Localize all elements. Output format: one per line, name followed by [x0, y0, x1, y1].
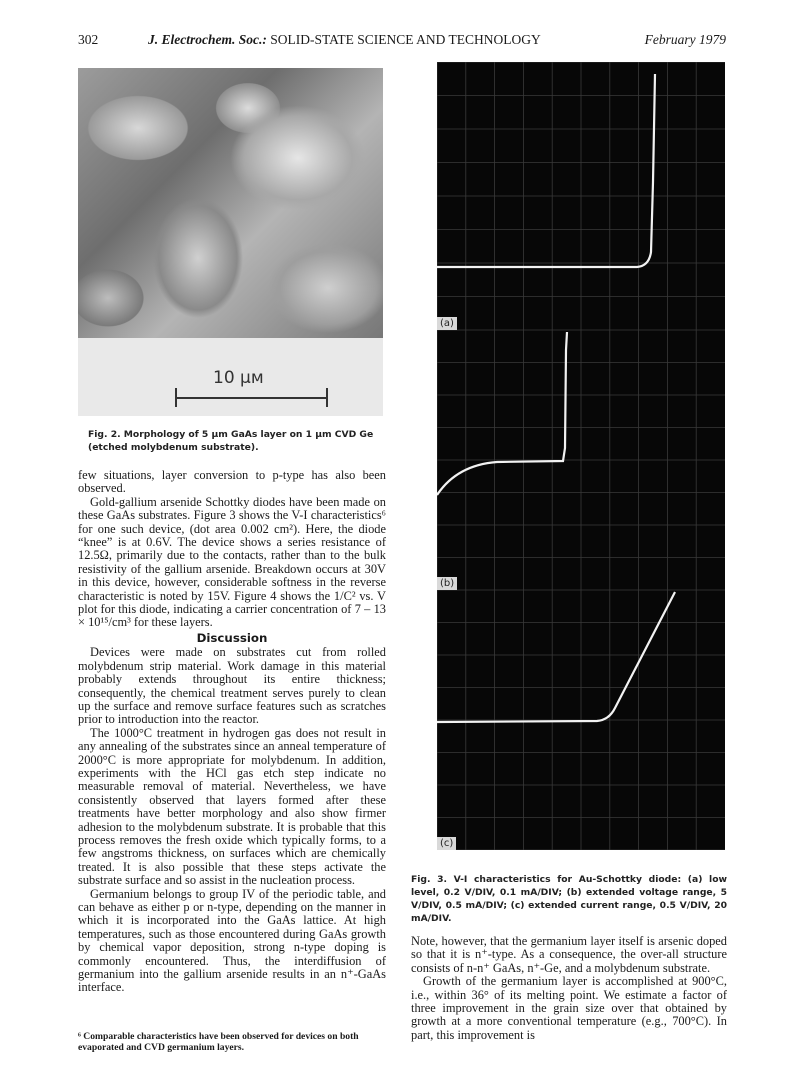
scale-bar-tick-left	[175, 388, 177, 407]
trace-a	[437, 74, 655, 267]
journal-section: SOLID-STATE SCIENCE AND TECHNOLOGY	[266, 32, 541, 47]
paragraph: Devices were made on substrates cut from rolled molybdenum strip material. Work damage in this material probably extends throughout its entire thickness; consequently, the chemical treatment serves purely to clean up the surface and remove surface features such as scratches prior to introduction into the reactor.	[78, 645, 386, 727]
scale-bar-tick-right	[326, 388, 328, 407]
section-heading: Discussion	[196, 630, 268, 645]
right-column	[411, 935, 727, 1042]
paragraph: Note, however, that the germanium layer itself is arsenic doped so that it is n⁺-type. As a consequence, the over-all structure consists of n-n⁺ GaAs, n⁺-Ge, and a molybdenum substrate.	[411, 934, 727, 975]
oscillogram-a	[437, 62, 725, 330]
trace-c	[437, 592, 675, 722]
issue-date: February 1979	[644, 32, 726, 47]
oscillogram-c-plot	[437, 590, 725, 850]
sem-micrograph	[78, 68, 383, 338]
running-header	[78, 32, 726, 50]
fig3-caption: Fig. 3. V-I characteristics for Au-Schottky diode: (a) low level, 0.2 V/DIV, 0.1 mA/DIV; (b) extended voltage range, 5 V/DIV, 0.5 mA/DIV; (c) extended current range, 0.5 V/DIV, 20 mA/DIV.	[411, 874, 727, 924]
fig2-caption: Fig. 2. Morphology of 5 μm GaAs layer on 1 μm CVD Ge (etched molybdenum substrate).	[88, 429, 374, 453]
page-number: 302	[78, 32, 99, 47]
scale-bar-label: 10 μм	[213, 368, 264, 388]
paragraph: Growth of the germanium layer is accomplished at 900°C, i.e., within 36° of its melting point. We estimate a factor of three improvement in the grain size over that obtained by growth at a more conventional temperature (e.g., 700°C). In part, this improvement is	[411, 974, 727, 1042]
journal-title	[148, 32, 541, 48]
oscillogram-b	[437, 330, 725, 590]
scale-bar	[175, 397, 327, 399]
oscillogram-b-plot	[437, 330, 725, 590]
panel-label-a: (a)	[437, 317, 457, 330]
grid	[437, 62, 725, 330]
panel-label-b: (b)	[437, 577, 457, 590]
oscillogram-c	[437, 590, 725, 850]
panel-label-c: (c)	[437, 837, 456, 850]
paragraph: Germanium belongs to group IV of the periodic table, and can behave as either p or n-type, depending on the manner in which it is incorporated into the GaAs lattice. At high temperatures, such as those encountered during GaAs growth by chemical vapor deposition, strong n-type doping is commonly encountered. Thus, the interdiffusion of germanium into the gallium arsenide results in an n⁺-GaAs interface.	[78, 886, 386, 995]
paragraph: Gold-gallium arsenide Schottky diodes have been made on these GaAs substrates. Figure 3 shows the V-I characteristics⁶ for one such device, (dot area 0.002 cm²). Here, the diode “knee” is at 0.6V. The device shows a series resistance of 12.5Ω, primarily due to the contacts, rather than to the bulk resistivity of the gallium arsenide. Breakdown occurs at 30V in this device, however, considerable softness in the reverse characteristic is noted by 15V. Figure 4 shows the 1/C² vs. V plot for this diode, indicating a carrier concentration of 7 – 13 × 10¹⁵/cm³ for these layers.	[78, 494, 386, 630]
paragraph: The 1000°C treatment in hydrogen gas does not result in any annealing of the substrates since an anneal temperature of 2000°C is more appropriate for molybdenum. In addition, experiments with the HCl gas etch step indicate no measurable removal of material. Nevertheless, we have consistently observed that layers formed after these treatments have better morphology and also show firmer adhesion to the molybdenum substrate. It is probable that this process removes the fresh oxide which typically forms, to a few angstroms thickness, on surfaces which are chemically treated. It is also possible that these steps activate the substrate surface and so assist in the nucleation process.	[78, 725, 386, 888]
left-column	[78, 469, 386, 995]
paragraph: few situations, layer conversion to p-type has also been observed.	[78, 468, 386, 496]
journal-name: J. Electrochem. Soc.:	[148, 32, 267, 47]
oscillogram-a-plot	[437, 62, 725, 330]
grid	[437, 330, 725, 590]
trace-b	[437, 332, 567, 495]
footnote: ⁶ Comparable characteristics have been observed for devices on both evaporated and CVD germanium layers.	[78, 1031, 359, 1053]
